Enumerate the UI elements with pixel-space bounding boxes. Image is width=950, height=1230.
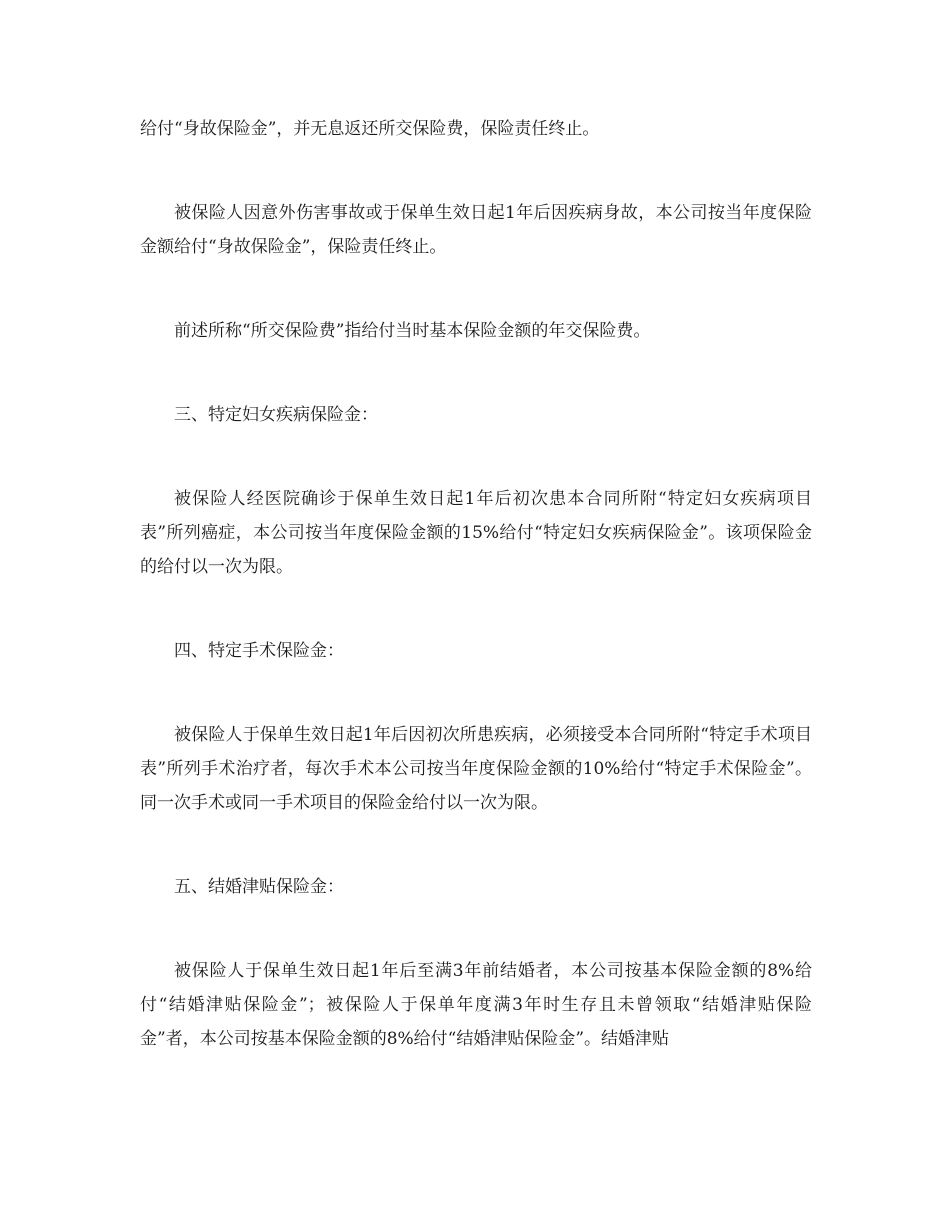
paragraph-spacing — [140, 820, 812, 870]
paragraph-spacing — [140, 432, 812, 482]
paragraph-spacing — [140, 146, 812, 196]
paragraph-premium-definition: 前述所称“所交保险费”指给付当时基本保险金额的年交保险费。 — [174, 321, 651, 341]
paragraph-surgery-benefit: 被保险人于保单生效日起1年后因初次所患疾病，必须接受本合同所附“特定手术项目表”所列手术治疗者，每次手术本公司按当年度保险金额的10%给付“特定手术保险金”。同一次手术或同一手术项目的保险金给付以一次为限。 — [140, 725, 812, 813]
document-body — [140, 112, 812, 1056]
paragraph-spacing — [140, 348, 812, 398]
section-heading-female-disease: 三、特定妇女疾病保险金： — [174, 405, 378, 425]
section-heading-marriage-allowance: 五、结婚津贴保险金： — [174, 877, 344, 897]
paragraph-female-disease-benefit: 被保险人经医院确诊于保单生效日起1年后初次患本合同所附“特定妇女疾病项目表”所列癌症，本公司按当年度保险金额的15%给付“特定妇女疾病保险金”。该项保险金的给付以一次为限。 — [140, 489, 812, 577]
paragraph-spacing — [140, 584, 812, 634]
paragraph-spacing — [140, 904, 812, 954]
paragraph-death-benefit-continued: 给付“身故保险金”，并无息返还所交保险费，保险责任终止。 — [140, 119, 600, 139]
section-heading-surgery: 四、特定手术保险金： — [174, 641, 344, 661]
paragraph-marriage-allowance-benefit: 被保险人于保单生效日起1年后至满3年前结婚者，本公司按基本保险金额的8%给付“结婚津贴保险金”；被保险人于保单年度满3年时生存且未曾领取“结婚津贴保险金”者，本公司按基本保险金额的8%给付“结婚津贴保险金”。结婚津贴 — [140, 961, 812, 1049]
paragraph-accident-death-benefit: 被保险人因意外伤害事故或于保单生效日起1年后因疾病身故，本公司按当年度保险金额给付“身故保险金”，保险责任终止。 — [140, 203, 812, 257]
paragraph-spacing — [140, 668, 812, 718]
paragraph-spacing — [140, 264, 812, 314]
